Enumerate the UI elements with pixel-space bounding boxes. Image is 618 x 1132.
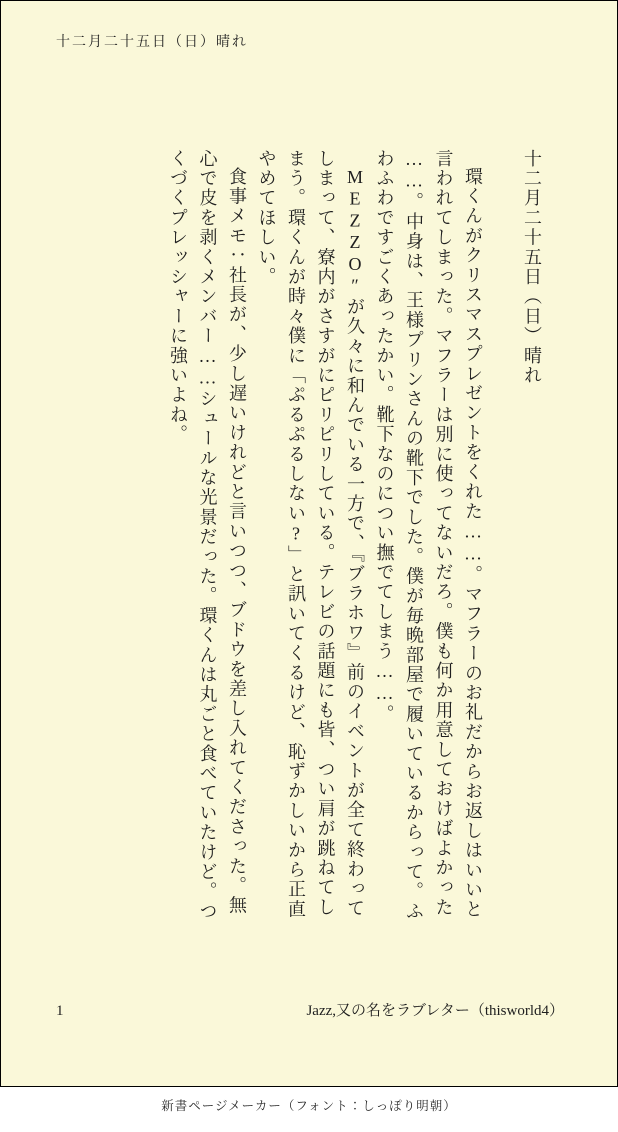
- diary-paragraph-2: MEZZO″が久々に和んでいる一方で、『ブラホワ』前のイベントが全て終わってしまって、寮内がさすがにピリピリしている。テレビの話題にも皆、つい肩が跳ねてしまう。環くんが時々僕に「ぷるぷるしない?」と訊いてくるけど、恥ずかしいから正直やめてほしい。: [256, 149, 365, 920]
- page-header-date: 十二月二十五日（日）晴れ: [56, 35, 248, 50]
- diary-body-vertical-text: [163, 149, 547, 924]
- generator-credit: 新書ページメーカー（フォント：しっぽり明朝）: [161, 1099, 457, 1113]
- work-title: Jazz,又の名をラブレター（thisworld4）: [306, 1003, 564, 1019]
- diary-date-line: 十二月二十五日（日）晴れ: [522, 149, 542, 386]
- page-number: 1: [56, 1003, 64, 1019]
- diary-paragraph-3: 食事メモ：社長が、少し遅いけれどと言いつつ、ブドウを差し入れてくださった。無心で皮を剥くメンバー……シュールな光景だった。環くんは丸ごと食べていたけど。つくづくプレッシャーに強いよね。: [168, 149, 247, 922]
- diary-paragraph-1: 環くんがクリスマスプレゼントをくれた……。マフラーのお礼だからお返しはいいと言われてしまった。マフラーは別に使ってないだろ。僕も何か用意しておけばよかった……。中身は、王様プリンさんの靴下でした。僕が毎晩部屋で履いているからって。ふわふわですごくあったかい。靴下なのについ撫でてしまう……。: [374, 149, 483, 922]
- page-footer: [56, 999, 564, 1020]
